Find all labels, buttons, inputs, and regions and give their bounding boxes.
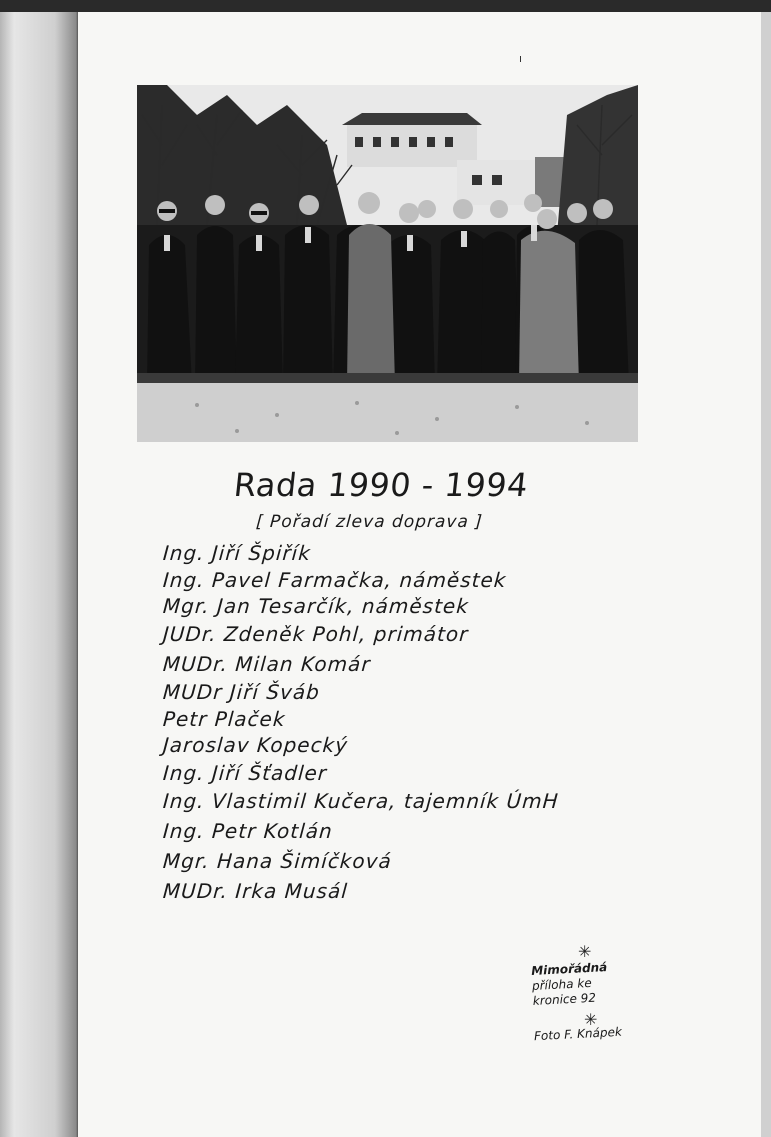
member-name: Petr Plaček: [162, 707, 287, 731]
scan-top-border: [0, 0, 771, 12]
asterisk-icon: ✳: [578, 942, 592, 961]
order-note: [ Pořadí zleva doprava ]: [255, 512, 484, 532]
member-name: MUDr Jiří Šváb: [162, 680, 321, 704]
asterisk-icon: ✳: [584, 1010, 598, 1029]
footnote: [531, 960, 609, 1009]
footnote-line: kronice 92: [532, 990, 597, 1008]
member-name: MUDr. Milan Komár: [162, 652, 372, 676]
member-name: Mgr. Jan Tesarčík, náměstek: [162, 594, 470, 618]
photo-credit: Foto F. Knápek: [533, 1024, 623, 1044]
member-name: Ing. Jiří Šťadler: [162, 761, 328, 785]
member-name: Mgr. Hana Šimíčková: [162, 849, 393, 873]
member-name: Ing. Vlastimil Kučera, tajemník ÚmH: [162, 789, 560, 813]
footnote-line: Mimořádná: [530, 960, 608, 979]
member-name: Ing. Pavel Farmačka, náměstek: [162, 568, 508, 592]
group-photo: [137, 85, 638, 442]
member-name: Jaroslav Kopecký: [162, 733, 349, 757]
page-tick-mark: [520, 56, 521, 62]
member-name: JUDr. Zdeněk Pohl, primátor: [162, 622, 470, 646]
member-name: MUDr. Irka Musál: [162, 879, 349, 903]
member-name: Ing. Jiří Špiřík: [162, 541, 312, 565]
council-title: Rada 1990 - 1994: [232, 466, 530, 504]
footnote-line: příloha ke: [531, 975, 592, 993]
member-name: Ing. Petr Kotlán: [162, 819, 334, 843]
group-photo-image: [137, 85, 638, 442]
scan-right-edge: [761, 12, 771, 1137]
book-gutter: [0, 12, 78, 1137]
